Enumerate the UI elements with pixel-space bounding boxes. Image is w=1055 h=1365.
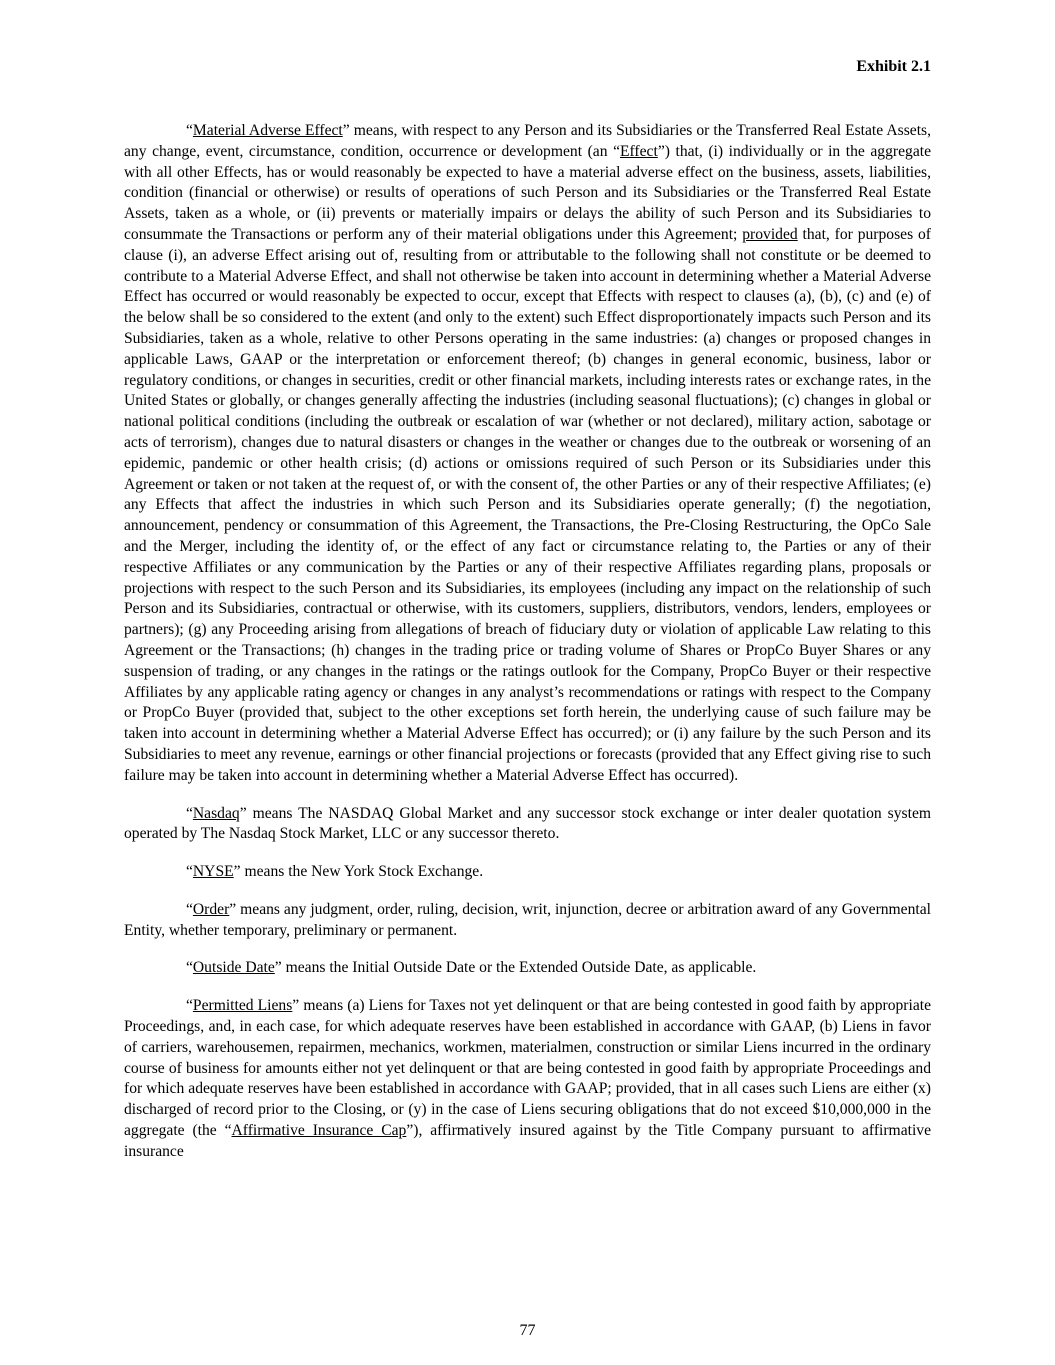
defined-term: Affirmative Insurance Cap (231, 1122, 407, 1140)
document-body (124, 121, 931, 1180)
defined-term: Effect (620, 142, 658, 160)
definition-nasdaq: “Nasdaq” means The NASDAQ Global Market and any successor stock exchange or inter dealer quotation system operated by The Nasdaq Stock Market, LLC or any successor thereto. (124, 804, 931, 843)
defined-term: Permitted Liens (192, 997, 293, 1015)
defined-term: NYSE (192, 863, 234, 881)
definition-order: “Order” means any judgment, order, ruling, decision, writ, injunction, decree or arbitration award of any Governmental Entity, whether temporary, preliminary or permanent. (124, 900, 931, 939)
definition-permitted-liens: “Permitted Liens” means (a) Liens for Taxes not yet delinquent or that are being contested in good faith by appropriate Proceedings, and, in each case, for which adequate reserves have been established in accordance with GAAP, (b) Liens in favor of carriers, warehousemen, repairmen, mechanics, workmen, materialmen, construction or similar Liens incurred in the ordinary course of business for amounts either not yet delinquent or that are being contested in good faith by appropriate Proceedings and for which adequate reserves have been established in accordance with GAAP; provided, that in all cases such Liens are either (x) discharged of record prior to the Closing, or (y) in the case of Liens securing obligations that do not exceed $10,000,000 in the aggregate (the “Affirmative Insurance Cap”), affirmatively insured against by the Title Company pursuant to affirmative insurance (124, 997, 931, 1160)
definition-nyse: “NYSE” means the New York Stock Exchange. (186, 863, 484, 881)
provided-term: provided (742, 225, 798, 243)
defined-term: Order (192, 900, 230, 918)
defined-term: Nasdaq (192, 804, 240, 822)
defined-term: Outside Date (192, 959, 275, 977)
defined-term: Material Adverse Effect (192, 122, 343, 139)
definition-material-adverse-effect: “Material Adverse Effect” means, with respect to any Person and its Subsidiaries or the Transferred Real Estate Assets, any change, event, circumstance, condition, occurrence or development (an “Effect”) that, (i) individually or in the aggregate with all other Effects, has or would reasonably be expected to have a material adverse effect on the business, assets, liabilities, condition (financial or otherwise) or results of operations of such Person and its Subsidiaries or the Transferred Real Estate Assets, taken as a whole, or (ii) prevents or materially impairs or delays the ability of such Person and its Subsidiaries to consummate the Transactions or perform any of their material obligations under this Agreement; provided that, for purposes of clause (i), an adverse Effect arising out of, resulting from or attributable to the following shall not constitute or be deemed to contribute to a Material Adverse Effect, and shall not otherwise be taken into account in determining whether a Material Adverse Effect has occurred or would reasonably be expected to occur, except that Effects with respect to clauses (a), (b), (c) and (e) of the below shall be so considered to the extent (and only to the extent) such Effect disproportionately impacts such Person and its Subsidiaries, taken as a whole, relative to other Persons operating in the same industries: (a) changes or proposed changes in applicable Laws, GAAP or the interpretation or enforcement thereof; (b) changes in general economic, business, labor or regulatory conditions, or changes in securities, credit or other financial markets, including interests rates or exchange rates, in the United States or globally, or changes generally affecting the industries (including seasonal fluctuations); (c) changes in global or national political conditions (including the outbreak or escalation of war (whether or not declared), military action, sabotage or acts of terrorism), changes due to natural disasters or changes in the weather or changes due to the outbreak or worsening of an epidemic, pandemic or other health crisis; (d) actions or omissions required of such Person or its Subsidiaries under this Agreement or taken or not taken at the request of, or with the consent of, the other Parties or any of their respective Affiliates; (e) any Effects that affect the industries in which such Person and its Subsidiaries operate generally; (f) the negotiation, announcement, pendency or consummation of this Agreement, the Transactions, the Pre-Closing Restructuring, the OpCo Sale and the Merger, including the identity of, or the effect of any fact or circumstance relating to, the Parties or any of their respective Affiliates or any communication by the Parties or any of their respective Affiliates regarding plans, proposals or projections with respect to the such Person and its Subsidiaries, its employees (including any impact on the relationship of such Person and its Subsidiaries, contractual or otherwise, with its customers, suppliers, distributors, vendors, lenders, employees or partners); (g) any Proceeding arising from allegations of breach of fiduciary duty or violation of applicable Law relating to this Agreement or the Transactions; (h) changes in the trading price or trading volume of Shares or PropCo Buyer Shares or any suspension of trading, or any changes in the ratings or the ratings outlook for the Company, PropCo Buyer or their respective Affiliates by any applicable rating agency or changes in any analyst’s recommendations or ratings with respect to the Company or PropCo Buyer (provided that, subject to the other exceptions set forth herein, the underlying cause of such failure may be taken into account in determining whether a Material Adverse Effect has occurred); or (i) any failure by the such Person and its Subsidiaries to meet any revenue, earnings or other financial projections or forecasts (provided that any Effect giving rise to such failure may be taken into account in determining whether a Material Adverse Effect has occurred). (124, 122, 931, 784)
definition-outside-date: “Outside Date” means the Initial Outside Date or the Extended Outside Date, as applicable. (186, 959, 757, 977)
exhibit-label: Exhibit 2.1 (856, 58, 931, 75)
page-number: 77 (519, 1322, 536, 1339)
